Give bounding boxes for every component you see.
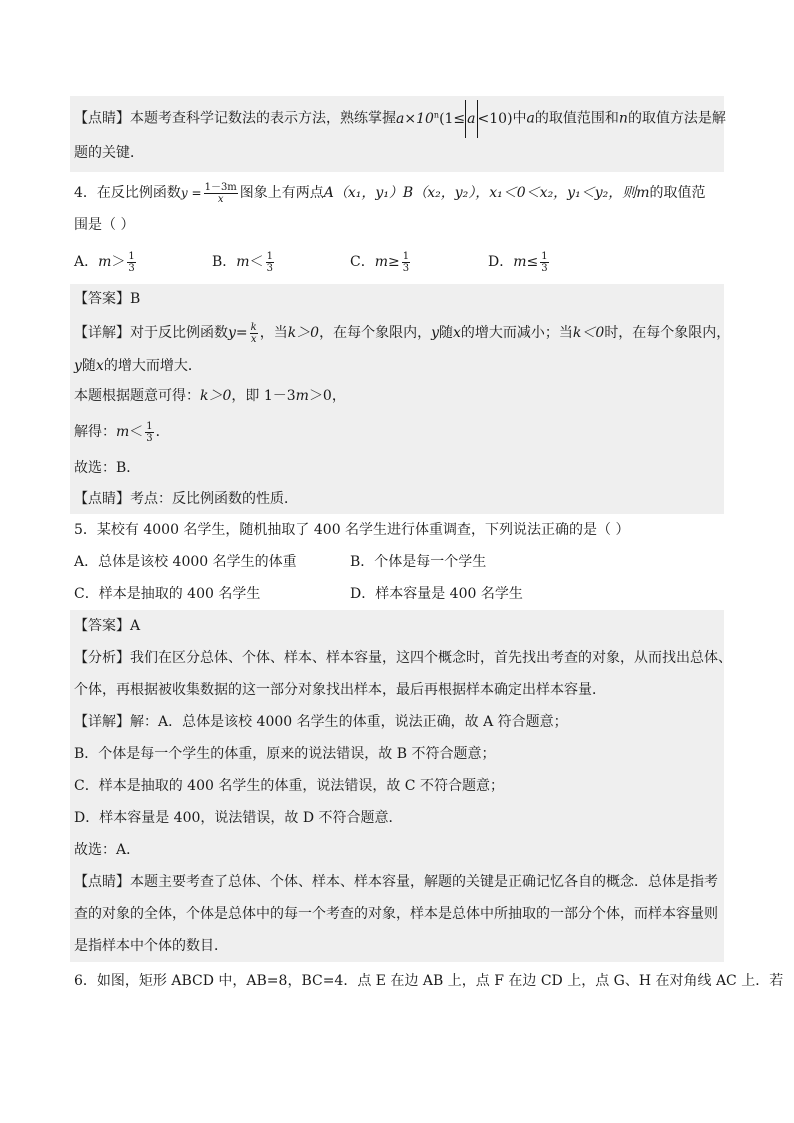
tip-label: 【点睛】 [74, 110, 130, 127]
q5-analysis-line-2: 个体，再根据被收集数据的这一部分对象找出样本，最后再根据样本确定出样本容量． [74, 682, 606, 698]
q4-stem-line-2: 围是（ ） [74, 217, 135, 233]
document-page [70, 96, 784, 1000]
var-a: a [526, 110, 535, 127]
q4-option-c[interactable]: C．m≥ $\frac{1}{3}$ [350, 250, 410, 274]
q5-solution-block [70, 610, 732, 962]
q5-stem: 5．某校有 4000 名学生，随机抽取了 400 名学生进行体重调查，下列说法正确的是（ ） [74, 522, 630, 538]
q4-detail-line-3: 本题根据题意可得：k＞0，即 1－3m＞0， [74, 388, 346, 404]
q4-tip: 【点睛】考点：反比例函数的性质． [74, 491, 298, 507]
q5-option-b[interactable]: B．个体是每一个学生 [350, 554, 487, 570]
q5-options-row-2 [74, 578, 720, 610]
q5-option-d[interactable]: D．样本容量是 400 名学生 [350, 586, 523, 602]
q4-option-d[interactable]: D．m≤ $\frac{1}{3}$ [488, 250, 548, 274]
q5-analysis-line-1: 【分析】我们在区分总体、个体、样本、样本容量，这四个概念时，首先找出考查的对象，从而找出总体、 [74, 650, 732, 666]
tip-text: 本题考查科学记数法的表示方法，熟练掌握 [130, 110, 396, 127]
q4-option-b[interactable]: B．m＜ $\frac{1}{3}$ [212, 250, 273, 274]
q4-detail-line-2: y随x的增大而增大． [74, 358, 202, 374]
q5-tip-line-3: 是指样本中个体的数目． [74, 938, 228, 954]
q4-fraction: $\frac{1-3m}{x}$ [204, 181, 237, 205]
q4-solution-block [70, 284, 731, 514]
q5-detail-line-2: B．个体是每一个学生的体重，原来的说法错误，故 B 不符合题意； [74, 746, 496, 762]
q5-answer: 【答案】A [74, 618, 141, 634]
q5-option-a[interactable]: A．总体是该校 4000 名学生的体重 [74, 554, 297, 570]
q4-choose: 故选：B． [74, 460, 141, 476]
q5-tip-line-2: 查的对象的全体，个体是总体中的每一个考查的对象，样本是总体中所抽取的一部分个体，而样本容量则 [74, 906, 718, 922]
q6-stem: 6．如图，矩形 ABCD 中，AB=8，BC=4．点 E 在边 AB 上，点 F 在边 CD 上，点 G、H 在对角线 AC 上．若 [74, 973, 784, 989]
q5-options-row-1 [74, 546, 720, 578]
q5-option-c[interactable]: C．样本是抽取的 400 名学生 [74, 586, 261, 602]
q5-detail-line-3: C．样本是抽取的 400 名学生的体重，说法错误，故 C 不符合题意； [74, 778, 504, 794]
q4-stem-line-1: 4．在反比例函数y = $\frac{1-3m}{x}$ 图象上有两点A（x₁，y₁）B（x₂，y₂），x₁＜0＜x₂，y₁＜y₂，则m的取值范 [74, 181, 706, 205]
question-6 [70, 962, 784, 1000]
var-n: n [618, 110, 628, 127]
q5-detail-line-1: 【详解】解：A．总体是该校 4000 名学生的体重，说法正确，故 A 符合题意； [74, 714, 568, 730]
q5-choose: 故选：A． [74, 842, 141, 858]
q4-answer: 【答案】B [74, 291, 141, 307]
q5-tip-line-1: 【点睛】本题主要考查了总体、个体、样本、样本容量，解题的关键是正确记忆各自的概念．总体是指考 [74, 874, 718, 890]
tip-text: 的取值范围和 [534, 110, 619, 127]
question-4 [70, 176, 724, 284]
q3-tip-line-2: 题的关键． [74, 145, 144, 161]
question-5 [70, 514, 724, 610]
tip-text: 的取值方法是解 [627, 110, 726, 127]
tip-text: 中 [512, 110, 527, 127]
q4-solve-line: 解得：m＜ $\frac{1}{3}$ ． [74, 420, 170, 444]
q4-options [74, 240, 720, 284]
sci-formula: $a\times 10^n(1\le a <10)$ [396, 111, 513, 127]
q4-detail-line-1: 【详解】对于反比例函数y= $\frac{k}{x}$ ，当k＞0，在每个象限内，y随x的增大而减小；当k＜0时，在每个象限内， [74, 321, 731, 345]
q4-option-a[interactable]: A．m＞ $\frac{1}{3}$ [74, 250, 135, 274]
q5-detail-line-4: D．样本容量是 400，说法错误，故 D 不符合题意． [74, 810, 403, 826]
q3-tip-block [70, 96, 724, 172]
q3-tip-line-1 [74, 96, 726, 134]
